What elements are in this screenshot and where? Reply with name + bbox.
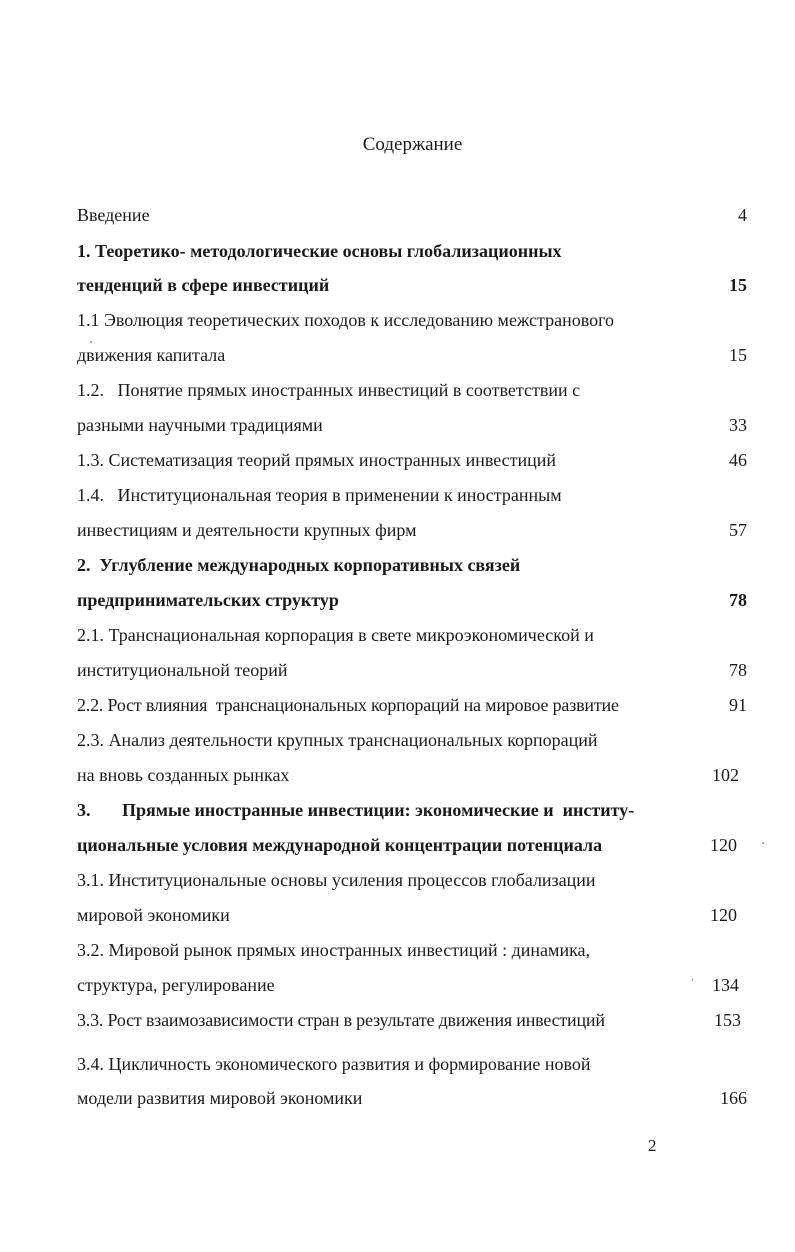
- toc-entry-text: институциональной теорий: [77, 660, 288, 680]
- toc-section-heading: [77, 796, 747, 824]
- toc-entry: [77, 376, 747, 404]
- toc-entry: [77, 971, 739, 999]
- toc-entry-text: структура, регулирование: [77, 975, 275, 995]
- toc-entry-text: 1.4. Институциональная теория в применении к иностранным: [77, 485, 562, 505]
- toc-section-heading: [77, 551, 747, 579]
- toc-entry-page: 78: [729, 590, 747, 610]
- toc-entry: [77, 761, 739, 789]
- toc-entry-text: 2. Углубление международных корпоративных связей: [77, 555, 521, 575]
- toc-entry: [77, 306, 747, 334]
- toc-entry-text: 2.2. Рост влияния транснациональных корпораций на мировое развитие: [77, 695, 619, 715]
- scan-speck: [692, 978, 693, 981]
- toc-entry: [77, 446, 747, 474]
- toc-entry: [77, 726, 747, 754]
- toc-entry-text: циональные условия международной концентрации потенциала: [77, 835, 603, 855]
- toc-entry-text: тенденций в сфере инвестиций: [77, 275, 330, 295]
- toc-entry-page: 57: [729, 520, 747, 540]
- toc-entry-text: 3.4. Цикличность экономического развития и формирование новой: [77, 1054, 591, 1074]
- toc-entry: [77, 341, 747, 369]
- toc-entry-page: 120: [710, 835, 737, 855]
- toc-entry-text: 3.2. Мировой рынок прямых иностранных инвестиций : динамика,: [77, 940, 591, 960]
- toc-entry-text: модели развития мировой экономики: [77, 1088, 363, 1108]
- toc-entry-text: Введение: [77, 205, 150, 225]
- toc-section-heading: [77, 586, 747, 614]
- toc-entry-text: инвестициям и деятельности крупных фирм: [77, 520, 417, 540]
- toc-heading: Содержание: [362, 134, 463, 155]
- toc-entry: [77, 1084, 747, 1112]
- toc-entry-page: 134: [712, 975, 739, 995]
- toc-entry-text: 3.1. Институциональные основы усиления процессов глобализации: [77, 870, 596, 890]
- toc-entry-text: 1. Теоретико- методологические основы глобализационных: [77, 241, 562, 261]
- toc-entry-text: 3. Прямые иностранные инвестиции: экономические и институ-: [77, 800, 635, 820]
- toc-entry-page: 120: [710, 905, 737, 925]
- toc-entry: [77, 936, 747, 964]
- toc-entry: [77, 1006, 741, 1034]
- scan-speck: [90, 341, 92, 343]
- toc-entry-text: предпринимательских структур: [77, 590, 339, 610]
- toc-entry: [77, 866, 747, 894]
- toc-section-heading: [77, 831, 737, 859]
- toc-entry-page: 78: [729, 660, 747, 680]
- toc-entry-page: 91: [729, 695, 747, 715]
- page-number: 2: [648, 1136, 657, 1155]
- toc-entry-page: 15: [729, 275, 747, 295]
- toc-entry: [77, 691, 747, 719]
- scan-speck: [762, 842, 764, 844]
- toc-entry: [77, 481, 747, 509]
- toc-entry-text: движения капитала: [77, 345, 226, 365]
- toc-entry: [77, 1050, 747, 1078]
- toc-entry-text: 1.3. Систематизация теорий прямых иностранных инвестиций: [77, 450, 557, 470]
- toc-entry-page: 15: [729, 345, 747, 365]
- toc-entry-text: 1.1 Эволюция теоретических походов к исследованию межстранового: [77, 310, 615, 330]
- toc-entry-page: 33: [729, 415, 747, 435]
- toc-entry-text: 2.3. Анализ деятельности крупных транснациональных корпораций: [77, 730, 598, 750]
- toc-entry: [77, 516, 747, 544]
- toc-entry: [77, 656, 747, 684]
- toc-entry-page: 4: [738, 205, 747, 225]
- toc-entry-text: разными научными традициями: [77, 415, 323, 435]
- toc-entry-page: 166: [720, 1088, 747, 1108]
- toc-section-heading: [77, 237, 747, 265]
- toc-entry-page: 46: [729, 450, 747, 470]
- toc-section-heading: [77, 271, 747, 299]
- toc-entry-page: 102: [712, 765, 739, 785]
- toc-entry: [77, 201, 747, 229]
- toc-entry: [77, 621, 747, 649]
- toc-entry-text: мировой экономики: [77, 905, 230, 925]
- toc-entry-page: 153: [714, 1010, 741, 1030]
- toc-entry: [77, 901, 737, 929]
- toc-entry-text: 1.2. Понятие прямых иностранных инвестиций в соответствии с: [77, 380, 581, 400]
- toc-entry: [77, 411, 747, 439]
- toc-entry-text: 3.3. Рост взаимозависимости стран в результате движения инвестиций: [77, 1010, 605, 1030]
- toc-entry-text: 2.1. Транснациональная корпорация в свете микроэкономической и: [77, 625, 594, 645]
- toc-entry-text: на вновь созданных рынках: [77, 765, 290, 785]
